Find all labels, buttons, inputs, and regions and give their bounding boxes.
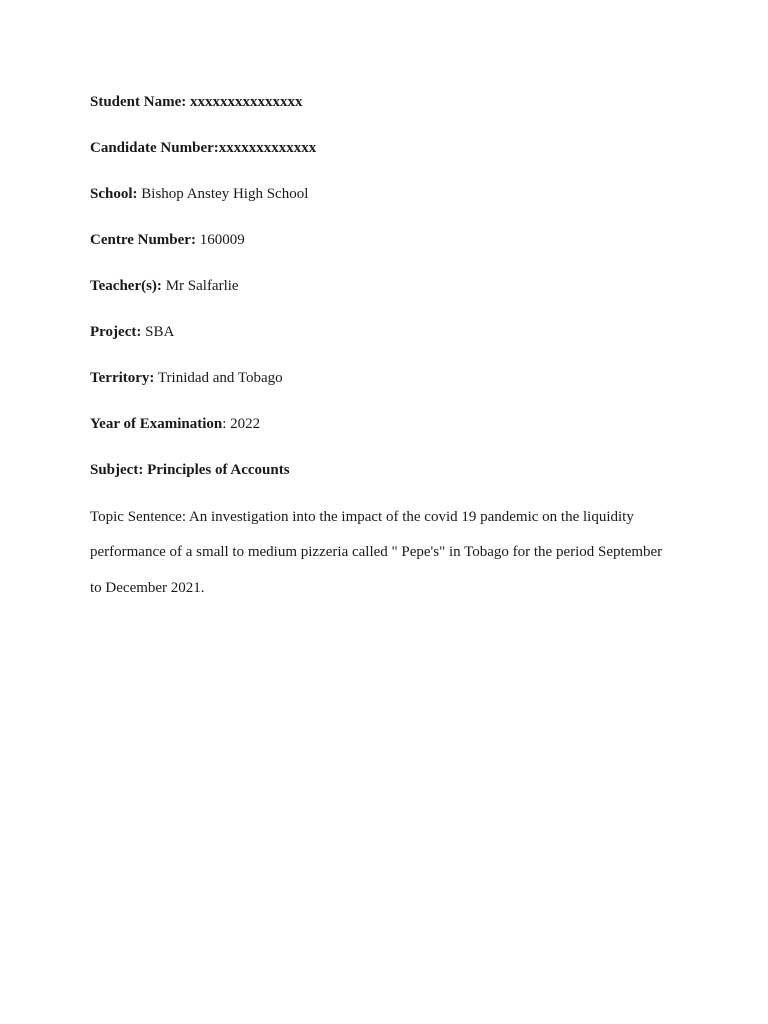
territory-field bbox=[90, 369, 283, 387]
territory-value: Trinidad and Tobago bbox=[154, 370, 283, 386]
student-name-value: xxxxxxxxxxxxxxx bbox=[186, 94, 303, 110]
project-field bbox=[90, 323, 174, 341]
topic-sentence-line: to December 2021. bbox=[90, 580, 205, 596]
teachers-label: Teacher(s): bbox=[90, 278, 162, 294]
centre-number-value: 160009 bbox=[195, 232, 245, 248]
candidate-number-value: xxxxxxxxxxxxx bbox=[218, 140, 317, 156]
topic-sentence-line: performance of a small to medium pizzeria called " Pepe's" in Tobago for the period September bbox=[90, 544, 663, 560]
centre-number-label: Centre Number: bbox=[90, 232, 196, 248]
topic-sentence-line: Topic Sentence: An investigation into the impact of the covid 19 pandemic on the liquidity bbox=[90, 509, 634, 525]
year-of-examination-label: Year of Examination bbox=[90, 416, 223, 432]
subject-label: Subject: Principles of Accounts bbox=[90, 462, 290, 478]
school-value: Bishop Anstey High School bbox=[137, 186, 309, 202]
student-name-field bbox=[90, 93, 303, 111]
teachers-field bbox=[90, 277, 239, 295]
territory-label: Territory: bbox=[90, 370, 155, 386]
student-name-label: Student Name: bbox=[90, 94, 187, 110]
teachers-value: Mr Salfarlie bbox=[161, 278, 239, 294]
centre-number-field bbox=[90, 231, 245, 249]
year-of-examination-value: : 2022 bbox=[222, 416, 261, 432]
year-of-examination-field bbox=[90, 415, 260, 433]
candidate-number-label: Candidate Number: bbox=[90, 140, 219, 156]
candidate-number-field bbox=[90, 139, 316, 157]
subject-field bbox=[90, 461, 290, 479]
school-field bbox=[90, 185, 308, 203]
project-label: Project: bbox=[90, 324, 142, 340]
project-value: SBA bbox=[141, 324, 175, 340]
school-label: School: bbox=[90, 186, 138, 202]
